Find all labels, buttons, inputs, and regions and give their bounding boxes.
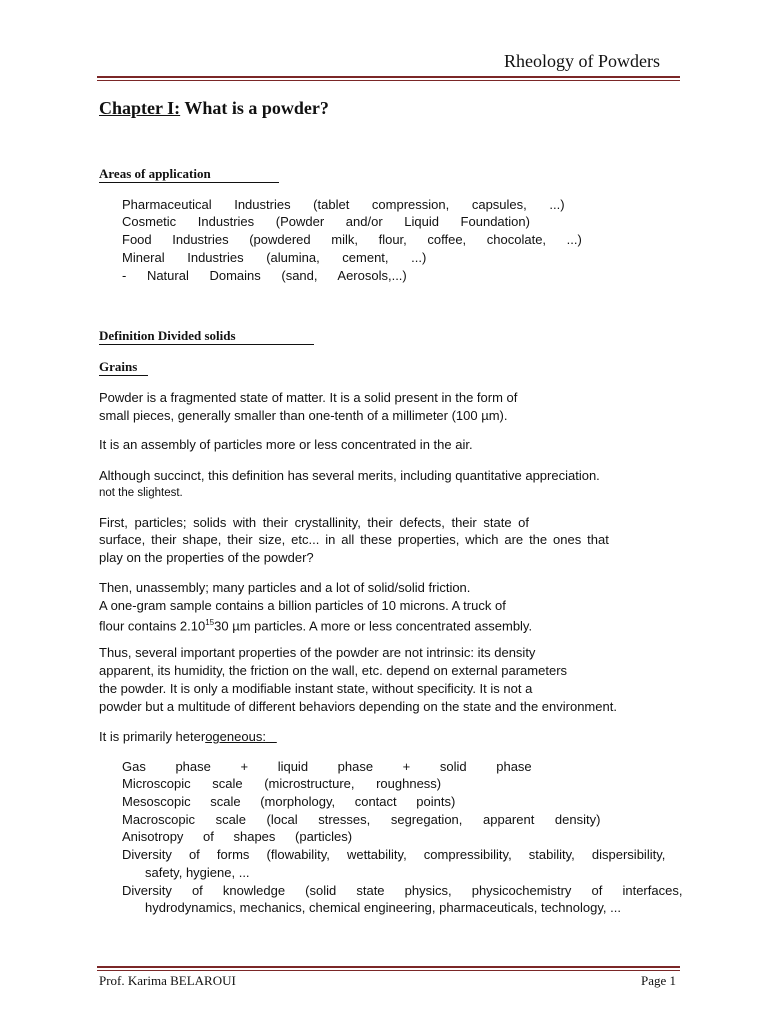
paragraph-3-line-2: not the slightest.: [99, 487, 183, 499]
hetero-item-7: Diversity of knowledge (solid state physics, physicochemistry of interfaces,: [122, 883, 683, 898]
paragraph-4-line-1: First, particles; solids with their crystallinity, their defects, their state of: [99, 515, 530, 530]
areas-item-4: Mineral Industries (alumina, cement, ...): [122, 250, 427, 265]
paragraph-5-line-2: A one-gram sample contains a billion particles of 10 microns. A truck of: [99, 598, 506, 613]
hetero-item-2: Microscopic scale (microstructure, roughness): [122, 776, 442, 791]
hetero-item-6: Diversity of forms (flowability, wettability, compressibility, stability, dispersibility,: [122, 847, 666, 862]
areas-item-2: Cosmetic Industries (Powder and/or Liquid Foundation): [122, 214, 530, 229]
hetero-item-7-continued: hydrodynamics, mechanics, chemical engineering, pharmaceuticals, technology, ...: [145, 900, 621, 915]
paragraph-7: It is primarily heterogeneous:: [99, 729, 266, 744]
paragraph-6-line-1: Thus, several important properties of the powder are not intrinsic: its density: [99, 645, 536, 660]
areas-item-3: Food Industries (powdered milk, flour, coffee, chocolate, ...): [122, 232, 582, 247]
paragraph-6-line-2: apparent, its humidity, the friction on the wall, etc. depend on external parameters: [99, 663, 568, 678]
hetero-item-3: Mesoscopic scale (morphology, contact points): [122, 794, 456, 809]
hetero-item-6-continued: safety, hygiene, ...: [145, 865, 250, 880]
hetero-item-1: Gas phase + liquid phase + solid phase: [122, 759, 532, 774]
footer-rule: [97, 966, 680, 968]
grains-heading: Grains: [99, 359, 148, 376]
definition-heading: Definition Divided solids: [99, 328, 314, 345]
footer-page-number: Page 1: [640, 973, 676, 988]
paragraph-5-line-3: flour contains 2.10$^{15}$30 µm particles. A more or less concentrated assembly.: [99, 618, 533, 634]
chapter-title: [99, 98, 329, 119]
hetero-item-5: Anisotropy of shapes (particles): [122, 829, 353, 844]
paragraph-1-line-1: Powder is a fragmented state of matter. It is a solid present in the form of: [99, 390, 518, 405]
chapter-heading: What is a powder?: [180, 98, 329, 118]
areas-item-1: Pharmaceutical Industries (tablet compression, capsules, ...): [122, 197, 565, 212]
footer-author: Prof. Karima BELAROUI: [99, 973, 236, 988]
paragraph-4-line-2: surface, their shape, their size, etc... in all these properties, which are the ones that: [99, 532, 609, 547]
paragraph-3-line-1: Although succinct, this definition has several merits, including quantitative appreciation.: [99, 468, 600, 483]
paragraph-2: It is an assembly of particles more or less concentrated in the air.: [99, 437, 473, 452]
areas-item-5: - Natural Domains (sand, Aerosols,...): [122, 268, 407, 283]
paragraph-4-line-3: play on the properties of the powder?: [99, 550, 314, 565]
paragraph-6-line-3: the powder. It is only a modifiable instant state, without specificity. It is not a: [99, 681, 533, 696]
header-rule: [97, 76, 680, 78]
running-header: Rheology of Powders: [504, 51, 660, 71]
areas-heading: Areas of application: [99, 166, 279, 183]
paragraph-5-line-1: Then, unassembly; many particles and a lot of solid/solid friction.: [99, 580, 471, 595]
hetero-item-4: Macroscopic scale (local stresses, segregation, apparent density): [122, 812, 601, 827]
chapter-label: Chapter I:: [99, 98, 181, 118]
paragraph-1-line-2: small pieces, generally smaller than one-tenth of a millimeter (100 µm).: [99, 408, 508, 423]
paragraph-6-line-4: powder but a multitude of different behaviors depending on the state and the environment.: [99, 699, 617, 714]
